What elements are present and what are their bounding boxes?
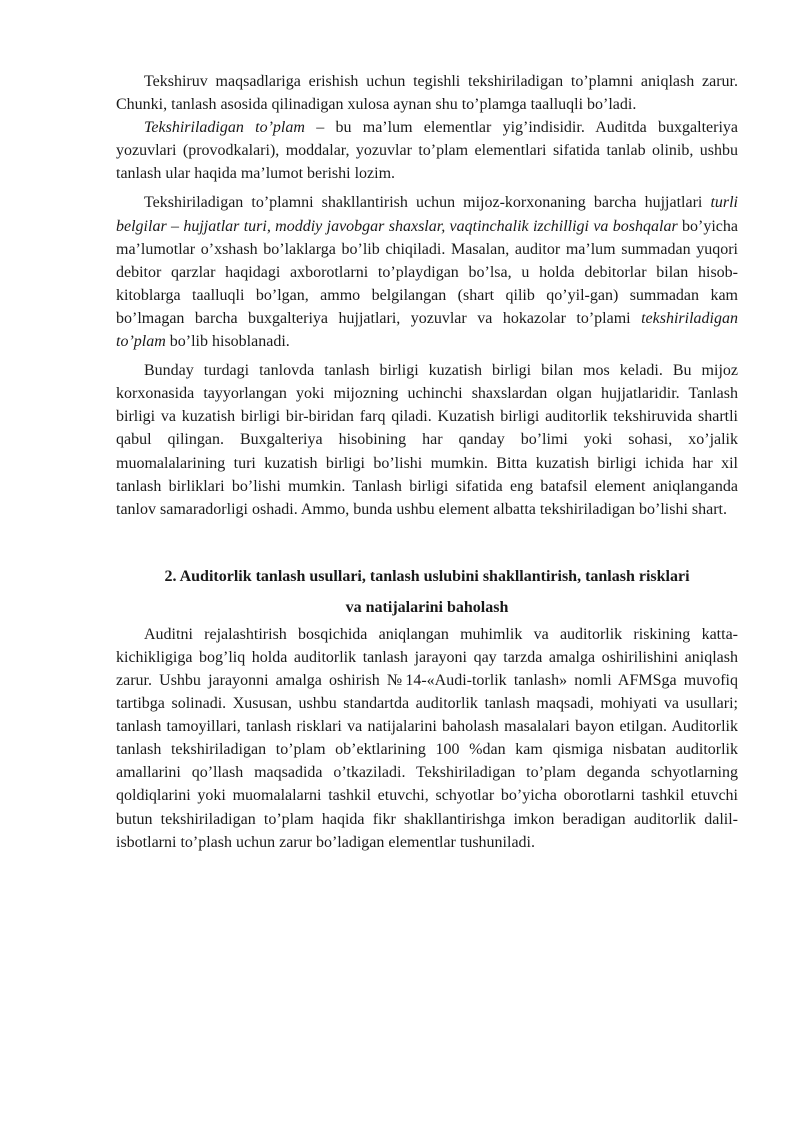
section-heading-line-1: 2. Auditorlik tanlash usullari, tanlash uslubini shakllantirish, tanlash risklari — [164, 567, 690, 585]
paragraph-3-text-c: bo’yicha ma’lumotlar o’xshash bo’laklarga bo’lib chiqiladi. Masalan, auditor ma’lum summadan yuqori debitor qarzlar haqidagi axborotlarni to’playdigan bo’lsa, u holda debitorlar bilan hisob-kitoblarga taalluqli bo’lgan, ammo belgilangan (shart qilib qo’yil-gan) summadan kam bo’lmagan barcha buxgalteriya hujjatlari, yozuvlar va hokazolar to’plami — [116, 217, 738, 327]
paragraph-3 — [116, 191, 738, 353]
section-heading-line-2: va natijalarini baholash — [345, 598, 509, 616]
paragraph-3-text-a: Tekshiriladigan to’plamni shakllantirish uchun mijoz-korxonaning barcha hujjatlari — [144, 194, 711, 212]
paragraph-2-text: – bu ma’lum elementlar yig’indisidir. Auditda buxgalteriya yozuvlari (provodkalari), moddalar, yozuvlar to’plam elementlari sifatida tanlab olinib, ushbu tanlash ular haqida ma’lumot berishi lozim. — [116, 119, 739, 183]
section-heading — [116, 561, 738, 623]
paragraph-1: Tekshiruv maqsadlariga erishish uchun tegishli tekshiriladigan to’plamni aniqlash zarur. Chunki, tanlash asosida qilinadigan xulosa aynan shu to’plamga taalluqli bo’ladi. — [116, 73, 738, 114]
paragraph-2 — [116, 116, 738, 185]
document-page — [116, 70, 738, 854]
paragraph-3-italic-term: tekshiriladigan to’plam — [116, 309, 738, 351]
paragraph-4: Bunday turdagi tanlovda tanlash birligi kuzatish birligi bilan mos keladi. Bu mijoz korxonasida tayyorlangan yoki mijozning uchinchi shaxslardan olgan hujjatlaridir. Tanlash birligi va kuzatish birligi bir-biridan farq qiladi. Kuzatish birligi auditorlik tekshiruvida shartli qabul qilingan. Buxgalteriya hisobining har qanday bo’limi yoki sohasi, xo’jalik muomalalarining turi kuzatish birligi bo’lishi mumkin. Bitta kuzatish birligi ichida har xil tanlash birliklari bo’lishi mumkin. Tanlash birligi sifatida eng batafsil element aniqlanganda tanlov samaradorligi oshadi. Ammo, bunda ushbu element albatta tekshiriladigan bo’lishi shart. — [116, 362, 738, 518]
paragraph-5: Auditni rejalashtirish bosqichida aniqlangan muhimlik va auditorlik riskining katta-kichikligiga bog’liq holda auditorlik tanlash jarayoni qay tarzda amalga oshirilishini aniqlash zarur. Ushbu jarayonni amalga oshirish №14-«Audi-torlik tanlash» nomli AFMSga muvofiq tartibga solinadi. Xususan, ushbu standartda auditorlik tanlash maqsadi, mohiyati va usullari; tanlash tamoyillari, tanlash risklari va natijalarini baholash masalalari bayon etilgan. Auditorlik tanlash tekshiriladigan to’plam ob’ektlarining 100 %dan kam qismiga nisbatan auditorlik amallarini qo’llash maqsadida o’tkaziladi. Tekshiriladigan to’plam deganda schyotlarning qoldiqlarini yoki muomalalarni tashkil etuvchi, schyotlar bo’yicha oborotlarni tashkil etuvchi butun tekshiriladigan to’plam haqida fikr shakllantirishga imkon beradigan auditorlik dalil-isbotlarni to’plash uchun zarur bo’ladigan elementlar tushuniladi. — [116, 625, 738, 851]
paragraph-3-italic-list: turli belgilar – hujjatlar turi, moddiy javobgar shaxslar, vaqtinchalik izchilligi va boshqalar — [116, 194, 738, 235]
term-tekshiriladigan-toplam: Tekshiriladigan to’plam — [144, 119, 305, 137]
paragraph-3-text-e: bo’lib hisoblanadi. — [165, 333, 290, 351]
